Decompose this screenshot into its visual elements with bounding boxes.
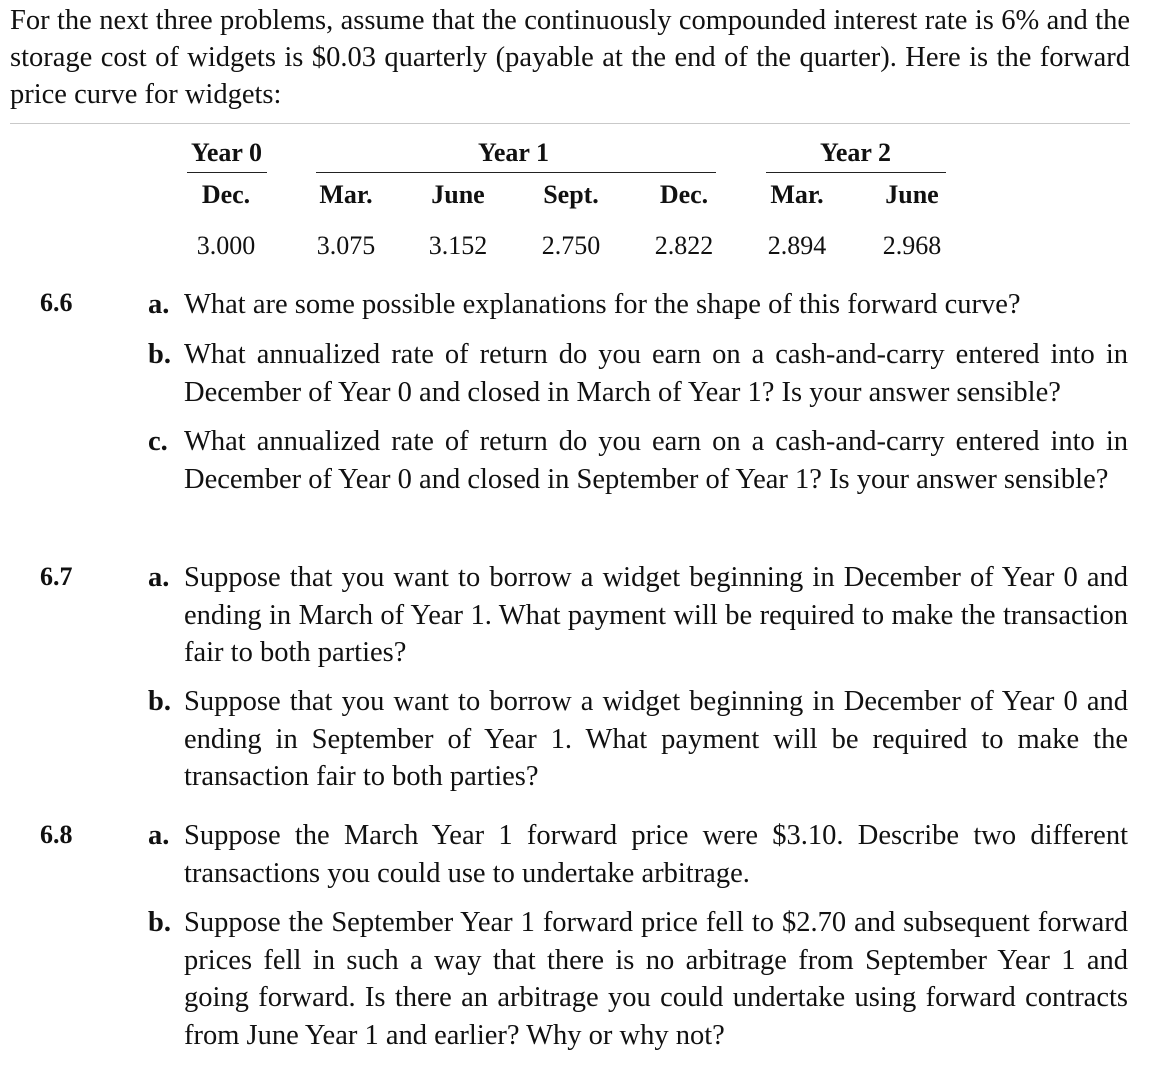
price-cell: 2.750 xyxy=(541,231,601,260)
month-header: June xyxy=(431,180,485,209)
price-cell: 3.075 xyxy=(316,231,376,260)
price-cell: 3.000 xyxy=(196,231,256,260)
part-label: c. xyxy=(148,426,168,457)
part-text: What annualized rate of return do you earn on a cash-and-carry entered into in December of Year 0 and closed in March of Year 1? Is your answer sensible? xyxy=(184,339,1128,408)
problem-part xyxy=(148,559,1128,672)
intro-paragraph: For the next three problems, assume that the continuously compounded interest rate is 6% and the storage cost of widgets is $0.03 quarterly (payable at the end of the quarter). Here is the forward price curve for widgets: xyxy=(10,2,1130,124)
part-text: What annualized rate of return do you earn on a cash-and-carry entered into in December of Year 0 and closed in September of Year 1? Is your answer sensible? xyxy=(184,426,1128,495)
problem-number: 6.7 xyxy=(40,562,73,591)
problem-part xyxy=(148,817,1128,892)
year-1-rule xyxy=(316,172,716,173)
part-text: Suppose that you want to borrow a widget beginning in December of Year 0 and ending in September of Year 1. What payment will be required to make the transaction fair to both parties? xyxy=(184,686,1128,792)
part-text: Suppose that you want to borrow a widget beginning in December of Year 0 and ending in March of Year 1. What payment will be required to make the transaction fair to both parties? xyxy=(184,562,1128,668)
year-header-2: Year 2 xyxy=(820,138,892,167)
price-cell: 2.968 xyxy=(882,231,942,260)
year-2-rule xyxy=(766,172,946,173)
part-label: b. xyxy=(148,907,171,938)
month-header: Mar. xyxy=(770,180,824,209)
month-header: Dec. xyxy=(659,180,709,209)
price-cell: 2.894 xyxy=(767,231,827,260)
part-label: b. xyxy=(148,339,171,370)
year-0-rule xyxy=(187,172,267,173)
month-header: Mar. xyxy=(319,180,373,209)
forward-price-table xyxy=(0,0,1158,270)
part-label: a. xyxy=(148,820,170,851)
price-cell: 2.822 xyxy=(654,231,714,260)
problem-part xyxy=(148,286,1128,324)
month-header: Sept. xyxy=(543,180,599,209)
part-label: a. xyxy=(148,562,170,593)
problem-part xyxy=(148,336,1128,411)
year-header-1: Year 1 xyxy=(478,138,550,167)
problem-number: 6.8 xyxy=(40,820,73,849)
month-header: June xyxy=(885,180,939,209)
problem-number: 6.6 xyxy=(40,288,73,317)
price-cell: 3.152 xyxy=(428,231,488,260)
part-label: a. xyxy=(148,289,170,320)
part-text: Suppose the September Year 1 forward price fell to $2.70 and subsequent forward prices fell in such a way that there is no arbitrage from September Year 1 and going forward. Is there an arbitrage you could undertake using forward contracts from June Year 1 and earlier? Why or why not? xyxy=(184,907,1128,1051)
part-text: Suppose the March Year 1 forward price were $3.10. Describe two different transactions you could use to undertake arbitrage. xyxy=(184,820,1128,889)
month-header: Dec. xyxy=(201,180,251,209)
problem-part xyxy=(148,904,1128,1054)
year-header-0: Year 0 xyxy=(191,138,263,167)
part-text: What are some possible explanations for the shape of this forward curve? xyxy=(184,289,1021,320)
part-label: b. xyxy=(148,686,171,717)
problem-part xyxy=(148,683,1128,796)
problem-part xyxy=(148,423,1128,498)
